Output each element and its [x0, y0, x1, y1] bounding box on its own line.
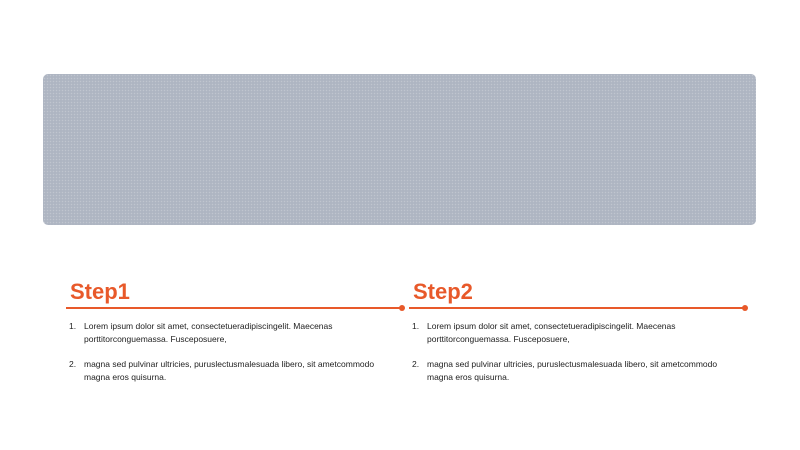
step-2-section [409, 278, 745, 396]
list-item [409, 358, 745, 384]
list-item-number: 1. [412, 321, 420, 331]
list-item [66, 320, 402, 346]
divider-end-dot [742, 305, 748, 311]
divider-end-dot [399, 305, 405, 311]
list-item-text: magna sed pulvinar ultricies, puruslectusmalesuada libero, sit ametcommodo magna eros quisurna. [84, 359, 375, 382]
list-item-text: Lorem ipsum dolor sit amet, consectetueradipiscingelit. Maecenas porttitorconguemassa. Fusceposuere, [84, 321, 333, 344]
image-placeholder-banner [43, 74, 756, 225]
list-item-text: magna sed pulvinar ultricies, puruslectusmalesuada libero, sit ametcommodo magna eros quisurna. [427, 359, 718, 382]
step-1-list [66, 320, 402, 384]
list-item-number: 2. [412, 359, 420, 369]
list-item [409, 320, 745, 346]
list-item [66, 358, 402, 384]
step-2-divider [409, 307, 745, 309]
step-2-list [409, 320, 745, 384]
step-1-section [66, 278, 402, 396]
step-2-title: Step2 [413, 279, 473, 304]
step-1-divider [66, 307, 402, 309]
list-item-number: 2. [69, 359, 77, 369]
step-1-title: Step1 [70, 279, 130, 304]
list-item-number: 1. [69, 321, 77, 331]
list-item-text: Lorem ipsum dolor sit amet, consectetueradipiscingelit. Maecenas porttitorconguemassa. Fusceposuere, [427, 321, 676, 344]
